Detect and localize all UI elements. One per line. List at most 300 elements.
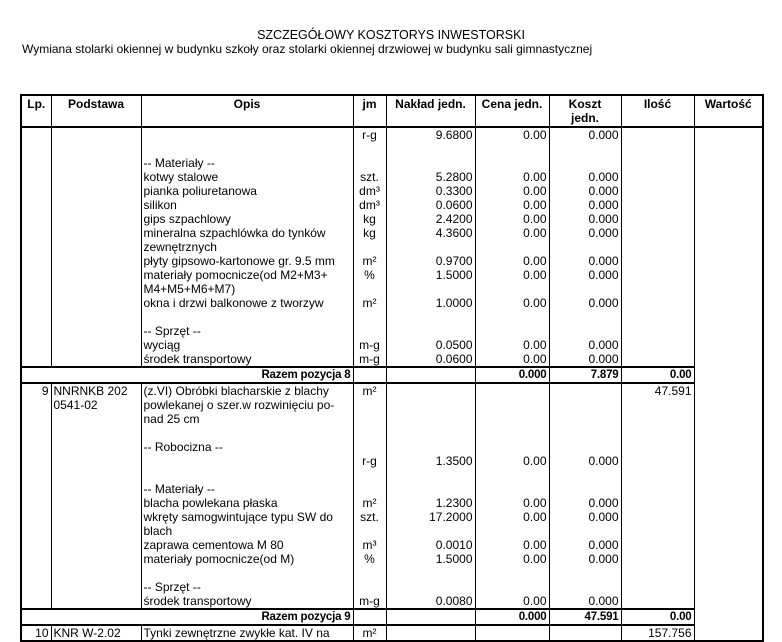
cell-jm: m² bbox=[353, 383, 386, 398]
cell-cena: 0.00 bbox=[475, 338, 549, 352]
cell-ilosc bbox=[621, 282, 694, 296]
cell-podstawa bbox=[51, 524, 141, 538]
cell-podstawa bbox=[51, 282, 141, 296]
cell-cena bbox=[475, 468, 549, 482]
cell-wartosc bbox=[694, 398, 763, 412]
cell-wartosc bbox=[694, 310, 763, 324]
cell-jm bbox=[353, 426, 386, 440]
table-body bbox=[21, 127, 763, 641]
col-header-lp: Lp. bbox=[21, 95, 51, 127]
cell-naklad bbox=[386, 282, 475, 296]
table-row bbox=[21, 383, 763, 398]
cell-cena: 0.00 bbox=[475, 296, 549, 310]
cell-lp bbox=[21, 268, 51, 282]
cell-podstawa bbox=[51, 426, 141, 440]
cell-naklad: 1.0000 bbox=[386, 296, 475, 310]
cell-koszt bbox=[549, 625, 621, 641]
cell-ilosc bbox=[621, 426, 694, 440]
total-cell-jm bbox=[353, 609, 386, 625]
cell-podstawa bbox=[51, 226, 141, 240]
total-cell-ilosc: 0.00 bbox=[621, 609, 694, 625]
cell-opis: -- Robocizna -- bbox=[141, 440, 353, 454]
cell-cena bbox=[475, 426, 549, 440]
table-row bbox=[21, 482, 763, 496]
table-row bbox=[21, 226, 763, 240]
cell-opis: zaprawa cementowa M 80 bbox=[141, 538, 353, 552]
cell-lp bbox=[21, 282, 51, 296]
cost-estimate-table bbox=[20, 94, 764, 642]
cell-naklad: 0.9700 bbox=[386, 254, 475, 268]
cell-lp bbox=[21, 296, 51, 310]
cell-podstawa bbox=[51, 468, 141, 482]
cell-lp bbox=[21, 538, 51, 552]
cell-podstawa bbox=[51, 338, 141, 352]
table-row bbox=[21, 282, 763, 296]
cell-ilosc bbox=[621, 468, 694, 482]
cell-ilosc bbox=[621, 226, 694, 240]
total-cell-naklad bbox=[386, 367, 475, 383]
table-row bbox=[21, 296, 763, 310]
cell-naklad bbox=[386, 426, 475, 440]
table-row bbox=[21, 426, 763, 440]
cell-ilosc bbox=[621, 142, 694, 156]
cell-jm bbox=[353, 156, 386, 170]
cell-naklad: 0.3300 bbox=[386, 184, 475, 198]
table-row bbox=[21, 127, 763, 142]
cell-wartosc bbox=[694, 352, 763, 367]
col-header-jm: jm bbox=[353, 95, 386, 127]
cell-opis: -- Materiały -- bbox=[141, 482, 353, 496]
cell-cena bbox=[475, 383, 549, 398]
cell-koszt: 0.000 bbox=[549, 254, 621, 268]
table-row bbox=[21, 580, 763, 594]
cell-wartosc bbox=[694, 198, 763, 212]
cell-opis: okna i drzwi balkonowe z tworzyw bbox=[141, 296, 353, 310]
cell-koszt: 0.000 bbox=[549, 538, 621, 552]
cell-lp bbox=[21, 580, 51, 594]
cell-naklad bbox=[386, 310, 475, 324]
cell-ilosc bbox=[621, 240, 694, 254]
cell-opis: Tynki zewnętrzne zwykłe kat. IV na bbox=[141, 625, 353, 641]
cell-podstawa bbox=[51, 296, 141, 310]
cell-opis: płyty gipsowo-kartonowe gr. 9.5 mm bbox=[141, 254, 353, 268]
total-cell-cena: 0.000 bbox=[475, 367, 549, 383]
cell-naklad: 0.0500 bbox=[386, 338, 475, 352]
cell-ilosc bbox=[621, 594, 694, 609]
cell-lp bbox=[21, 338, 51, 352]
cell-jm bbox=[353, 566, 386, 580]
cell-cena: 0.00 bbox=[475, 352, 549, 367]
cell-cena: 0.00 bbox=[475, 212, 549, 226]
cell-naklad: 0.0600 bbox=[386, 352, 475, 367]
cell-lp bbox=[21, 594, 51, 609]
cell-jm bbox=[353, 240, 386, 254]
table-row bbox=[21, 496, 763, 510]
cell-wartosc bbox=[694, 240, 763, 254]
cell-wartosc bbox=[694, 496, 763, 510]
cell-podstawa bbox=[51, 268, 141, 282]
cell-naklad: 4.3600 bbox=[386, 226, 475, 240]
cell-opis: blach bbox=[141, 524, 353, 538]
cell-podstawa bbox=[51, 156, 141, 170]
cell-opis: (z.VI) Obróbki blacharskie z blachy bbox=[141, 383, 353, 398]
cell-lp: 9 bbox=[21, 383, 51, 398]
cell-cena: 0.00 bbox=[475, 170, 549, 184]
cell-wartosc bbox=[694, 482, 763, 496]
cell-jm: r-g bbox=[353, 454, 386, 468]
cell-wartosc bbox=[694, 254, 763, 268]
cell-opis: silikon bbox=[141, 198, 353, 212]
cell-wartosc bbox=[694, 282, 763, 296]
cell-ilosc bbox=[621, 398, 694, 412]
col-header-opis: Opis bbox=[141, 95, 353, 127]
cell-jm: szt. bbox=[353, 170, 386, 184]
cell-ilosc bbox=[621, 538, 694, 552]
cell-ilosc bbox=[621, 268, 694, 282]
cell-podstawa bbox=[51, 198, 141, 212]
table-row bbox=[21, 468, 763, 482]
cell-wartosc bbox=[694, 412, 763, 426]
cell-wartosc bbox=[694, 296, 763, 310]
cell-ilosc bbox=[621, 566, 694, 580]
table-row bbox=[21, 240, 763, 254]
cell-koszt bbox=[549, 468, 621, 482]
cell-naklad bbox=[386, 482, 475, 496]
cell-jm: kg bbox=[353, 212, 386, 226]
cell-koszt: 0.000 bbox=[549, 296, 621, 310]
cell-opis: gips szpachlowy bbox=[141, 212, 353, 226]
cell-jm bbox=[353, 412, 386, 426]
cell-koszt bbox=[549, 412, 621, 426]
cell-koszt: 0.000 bbox=[549, 552, 621, 566]
cell-koszt bbox=[549, 240, 621, 254]
total-label: Razem pozycja 9 bbox=[21, 609, 353, 625]
cell-ilosc bbox=[621, 482, 694, 496]
table-row bbox=[21, 510, 763, 524]
table-row bbox=[21, 625, 763, 641]
cell-cena: 0.00 bbox=[475, 127, 549, 142]
cell-opis: -- Sprzęt -- bbox=[141, 580, 353, 594]
cell-cena bbox=[475, 324, 549, 338]
table-row bbox=[21, 538, 763, 552]
cell-wartosc bbox=[694, 212, 763, 226]
cell-naklad: 0.0600 bbox=[386, 198, 475, 212]
cell-podstawa: KNR W-2.02 bbox=[51, 625, 141, 641]
cell-cena: 0.00 bbox=[475, 594, 549, 609]
cell-wartosc bbox=[694, 566, 763, 580]
cell-koszt bbox=[549, 426, 621, 440]
cell-wartosc bbox=[694, 170, 763, 184]
cell-podstawa bbox=[51, 324, 141, 338]
cell-jm: m³ bbox=[353, 538, 386, 552]
cell-cena: 0.00 bbox=[475, 510, 549, 524]
col-header-wartosc: Wartość bbox=[694, 95, 763, 127]
cell-jm: m² bbox=[353, 296, 386, 310]
cell-cena: 0.00 bbox=[475, 552, 549, 566]
cell-koszt: 0.000 bbox=[549, 198, 621, 212]
cell-opis bbox=[141, 127, 353, 142]
cell-koszt: 0.000 bbox=[549, 127, 621, 142]
total-cell-jm bbox=[353, 367, 386, 383]
cell-podstawa bbox=[51, 212, 141, 226]
cell-naklad bbox=[386, 240, 475, 254]
cell-wartosc bbox=[694, 226, 763, 240]
cell-lp bbox=[21, 254, 51, 268]
col-header-ilosc: Ilość bbox=[621, 95, 694, 127]
cell-lp: 10 bbox=[21, 625, 51, 641]
cell-wartosc bbox=[694, 184, 763, 198]
cell-naklad: 0.0080 bbox=[386, 594, 475, 609]
cell-podstawa bbox=[51, 412, 141, 426]
cell-cena: 0.00 bbox=[475, 226, 549, 240]
cell-ilosc bbox=[621, 412, 694, 426]
cell-podstawa bbox=[51, 552, 141, 566]
table-row bbox=[21, 198, 763, 212]
cell-jm bbox=[353, 580, 386, 594]
cell-ilosc bbox=[621, 496, 694, 510]
cell-naklad bbox=[386, 566, 475, 580]
cell-koszt bbox=[549, 440, 621, 454]
cell-jm bbox=[353, 524, 386, 538]
cell-wartosc bbox=[694, 426, 763, 440]
cell-opis bbox=[141, 468, 353, 482]
cell-jm bbox=[353, 440, 386, 454]
cell-cena bbox=[475, 156, 549, 170]
cell-podstawa bbox=[51, 496, 141, 510]
cell-ilosc bbox=[621, 440, 694, 454]
cell-koszt bbox=[549, 383, 621, 398]
cell-lp bbox=[21, 352, 51, 367]
cell-cena: 0.00 bbox=[475, 496, 549, 510]
cell-koszt: 0.000 bbox=[549, 212, 621, 226]
cell-koszt: 0.000 bbox=[549, 454, 621, 468]
cell-cena bbox=[475, 282, 549, 296]
cell-podstawa bbox=[51, 170, 141, 184]
cell-podstawa bbox=[51, 142, 141, 156]
cell-opis: wkręty samogwintujące typu SW do bbox=[141, 510, 353, 524]
cell-lp bbox=[21, 510, 51, 524]
cell-lp bbox=[21, 240, 51, 254]
document-title: SZCZEGÓŁOWY KOSZTORYS INWESTORSKI bbox=[257, 28, 525, 42]
cell-ilosc bbox=[621, 580, 694, 594]
cell-jm: m-g bbox=[353, 594, 386, 609]
table-row bbox=[21, 324, 763, 338]
cell-ilosc bbox=[621, 170, 694, 184]
cell-podstawa: 0541-02 bbox=[51, 398, 141, 412]
table-row bbox=[21, 566, 763, 580]
cell-wartosc bbox=[694, 454, 763, 468]
cell-podstawa bbox=[51, 310, 141, 324]
table-row bbox=[21, 142, 763, 156]
cell-jm: % bbox=[353, 552, 386, 566]
table-row bbox=[21, 268, 763, 282]
cell-podstawa bbox=[51, 510, 141, 524]
cell-wartosc bbox=[694, 524, 763, 538]
cell-ilosc bbox=[621, 184, 694, 198]
cell-naklad bbox=[386, 580, 475, 594]
table-row bbox=[21, 594, 763, 609]
cell-ilosc bbox=[621, 212, 694, 226]
cell-opis: materiały pomocnicze(od M2+M3+ bbox=[141, 268, 353, 282]
cell-jm bbox=[353, 142, 386, 156]
cell-opis: środek transportowy bbox=[141, 352, 353, 367]
cell-opis bbox=[141, 566, 353, 580]
cell-koszt: 0.000 bbox=[549, 594, 621, 609]
cell-opis: zewnętrznych bbox=[141, 240, 353, 254]
cell-cena bbox=[475, 398, 549, 412]
cell-koszt bbox=[549, 142, 621, 156]
table-row bbox=[21, 454, 763, 468]
cell-podstawa bbox=[51, 594, 141, 609]
cell-ilosc: 47.591 bbox=[621, 383, 694, 398]
cell-opis bbox=[141, 426, 353, 440]
cell-podstawa bbox=[51, 184, 141, 198]
cell-lp bbox=[21, 412, 51, 426]
table-row bbox=[21, 156, 763, 170]
cell-wartosc bbox=[694, 127, 763, 142]
cell-wartosc bbox=[694, 268, 763, 282]
table-row bbox=[21, 212, 763, 226]
total-label: Razem pozycja 8 bbox=[21, 367, 353, 383]
cell-cena bbox=[475, 142, 549, 156]
cell-opis: M4+M5+M6+M7) bbox=[141, 282, 353, 296]
cell-koszt bbox=[549, 324, 621, 338]
cell-naklad bbox=[386, 383, 475, 398]
cell-koszt bbox=[549, 282, 621, 296]
cell-podstawa bbox=[51, 454, 141, 468]
cell-naklad: 0.0010 bbox=[386, 538, 475, 552]
position-total-row bbox=[21, 609, 763, 625]
cell-opis bbox=[141, 142, 353, 156]
cell-wartosc bbox=[694, 580, 763, 594]
cell-koszt bbox=[549, 580, 621, 594]
cell-opis: środek transportowy bbox=[141, 594, 353, 609]
cell-opis: blacha powlekana płaska bbox=[141, 496, 353, 510]
cell-opis: powlekanej o szer.w rozwinięciu po- bbox=[141, 398, 353, 412]
table-row bbox=[21, 524, 763, 538]
cell-lp bbox=[21, 496, 51, 510]
cell-lp bbox=[21, 324, 51, 338]
cell-lp bbox=[21, 566, 51, 580]
cell-podstawa bbox=[51, 240, 141, 254]
cell-wartosc bbox=[694, 538, 763, 552]
cell-koszt: 0.000 bbox=[549, 352, 621, 367]
cell-cena bbox=[475, 240, 549, 254]
table-header-row bbox=[21, 95, 763, 127]
cell-cena bbox=[475, 310, 549, 324]
cell-koszt bbox=[549, 524, 621, 538]
cell-opis: mineralna szpachlówka do tynków bbox=[141, 226, 353, 240]
cell-opis: pianka poliuretanowa bbox=[141, 184, 353, 198]
cell-ilosc bbox=[621, 524, 694, 538]
table-row bbox=[21, 412, 763, 426]
cell-koszt bbox=[549, 482, 621, 496]
cell-lp bbox=[21, 184, 51, 198]
cell-koszt: 0.000 bbox=[549, 184, 621, 198]
cell-opis: nad 25 cm bbox=[141, 412, 353, 426]
table-row bbox=[21, 398, 763, 412]
cell-ilosc bbox=[621, 510, 694, 524]
cell-opis bbox=[141, 454, 353, 468]
cell-naklad bbox=[386, 142, 475, 156]
cell-naklad: 17.2000 bbox=[386, 510, 475, 524]
cell-jm: r-g bbox=[353, 127, 386, 142]
cell-ilosc bbox=[621, 352, 694, 367]
cell-cena bbox=[475, 580, 549, 594]
cell-koszt bbox=[549, 310, 621, 324]
cell-jm: m-g bbox=[353, 352, 386, 367]
cell-jm: m-g bbox=[353, 338, 386, 352]
cell-jm: szt. bbox=[353, 510, 386, 524]
cell-cena bbox=[475, 625, 549, 641]
cell-cena: 0.00 bbox=[475, 254, 549, 268]
cell-lp bbox=[21, 156, 51, 170]
table-row bbox=[21, 184, 763, 198]
cell-cena bbox=[475, 482, 549, 496]
cell-ilosc bbox=[621, 296, 694, 310]
table-row bbox=[21, 254, 763, 268]
table-row bbox=[21, 170, 763, 184]
cell-naklad: 5.2800 bbox=[386, 170, 475, 184]
cell-podstawa bbox=[51, 254, 141, 268]
cell-naklad bbox=[386, 625, 475, 641]
cell-opis: wyciąg bbox=[141, 338, 353, 352]
table-row bbox=[21, 552, 763, 566]
cell-lp bbox=[21, 170, 51, 184]
cell-wartosc bbox=[694, 625, 763, 641]
cell-opis bbox=[141, 310, 353, 324]
cell-jm: m² bbox=[353, 625, 386, 641]
table-row bbox=[21, 338, 763, 352]
cell-naklad bbox=[386, 440, 475, 454]
cell-koszt: 0.000 bbox=[549, 170, 621, 184]
cell-ilosc bbox=[621, 324, 694, 338]
cell-wartosc bbox=[694, 383, 763, 398]
cell-ilosc bbox=[621, 254, 694, 268]
cell-jm bbox=[353, 282, 386, 296]
cell-podstawa bbox=[51, 482, 141, 496]
cell-jm: % bbox=[353, 268, 386, 282]
cell-naklad bbox=[386, 156, 475, 170]
cell-lp bbox=[21, 468, 51, 482]
cell-lp bbox=[21, 127, 51, 142]
cell-lp bbox=[21, 398, 51, 412]
cell-jm: dm³ bbox=[353, 184, 386, 198]
cell-wartosc bbox=[694, 142, 763, 156]
cell-lp bbox=[21, 198, 51, 212]
cell-podstawa bbox=[51, 440, 141, 454]
cell-naklad: 2.4200 bbox=[386, 212, 475, 226]
cell-naklad bbox=[386, 324, 475, 338]
cell-lp bbox=[21, 226, 51, 240]
cell-cena bbox=[475, 440, 549, 454]
cell-cena: 0.00 bbox=[475, 198, 549, 212]
cell-opis: -- Sprzęt -- bbox=[141, 324, 353, 338]
cell-wartosc bbox=[694, 324, 763, 338]
cell-wartosc bbox=[694, 594, 763, 609]
position-total-row bbox=[21, 367, 763, 383]
cell-cena bbox=[475, 412, 549, 426]
cell-podstawa bbox=[51, 127, 141, 142]
cell-naklad bbox=[386, 412, 475, 426]
cell-jm bbox=[353, 310, 386, 324]
cell-podstawa: NNRNKB 202 bbox=[51, 383, 141, 398]
cell-jm: kg bbox=[353, 226, 386, 240]
col-header-naklad: Nakład jedn. bbox=[386, 95, 475, 127]
cell-lp bbox=[21, 454, 51, 468]
cell-naklad: 1.3500 bbox=[386, 454, 475, 468]
cell-cena bbox=[475, 566, 549, 580]
